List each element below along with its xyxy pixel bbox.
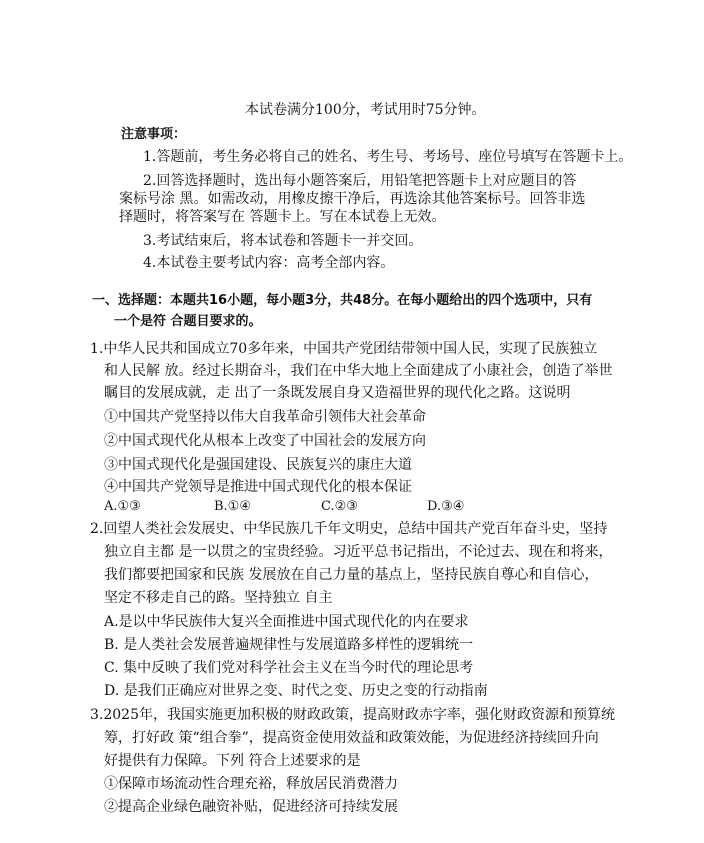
q3-stem: 3.2025年，我国实施更加积极的财政政策，提高财政赤字率，强化财政资源和预算统 bbox=[90, 707, 615, 723]
q2-option-a: A.是以中华民族伟大复兴全面推进中国式现代化的内在要求 bbox=[104, 614, 469, 630]
note-1: 1.答题前，考生务必将自己的姓名、考生号、考场号、座位号填写在答题卡上。 bbox=[143, 149, 633, 165]
q1-stem: 1.中华人民共和国成立70多年来，中国共产党团结带领中国人民，实现了民族独立 bbox=[90, 341, 598, 357]
q1-choice-c: C.②③ bbox=[321, 499, 358, 514]
note-4: 4.本试卷主要考试内容：高考全部内容。 bbox=[143, 255, 395, 271]
q1-choice-a: A.①③ bbox=[104, 499, 141, 514]
q2-stem: 我们都要把国家和民族 发展放在自己力量的基点上，坚持民族自尊心和自信心， bbox=[104, 567, 599, 583]
q1-item: ③中国式现代化是强国建设、民族复兴的康庄大道 bbox=[104, 457, 412, 473]
q2-option-d: D. 是我们正确应对世界之变、时代之变、历史之变的行动指南 bbox=[104, 683, 488, 699]
q2-stem: 坚定不移走自己的路。坚持独立 自主 bbox=[104, 590, 333, 606]
exam-info: 本试卷满分100分，考试用时75分钟。 bbox=[245, 102, 486, 118]
q1-choice-d: D.③④ bbox=[427, 499, 465, 514]
q2-stem: 2.回望人类社会发展史、中华民族几千年文明史，总结中国共产党百年奋斗史，坚持 bbox=[90, 521, 608, 537]
q2-option-c: C. 集中反映了我们党对科学社会主义在当今时代的理论思考 bbox=[104, 660, 474, 676]
q3-item: ①保障市场流动性合理充裕，释放居民消费潜力 bbox=[104, 776, 398, 792]
q1-item: ①中国共产党坚持以伟大自我革命引领伟大社会革命 bbox=[104, 409, 426, 425]
note-2: 2.回答选择题时，选出每小题答案后，用铅笔把答题卡上对应题目的答 bbox=[143, 173, 577, 189]
q3-stem: 筹，打好政 策“组合拳”，提高资金使用效益和政策效能，为促进经济持续回升向 bbox=[104, 730, 599, 746]
section-heading: 一、选择题：本题共16小题，每小题3分，共48分。在每小题给出的四个选项中，只有 bbox=[92, 293, 593, 308]
q2-stem: 独立自主都 是一以贯之的宝贵经验。习近平总书记指出，不论过去、现在和将来， bbox=[104, 544, 613, 560]
q1-item: ④中国共产党领导是推进中国式现代化的根本保证 bbox=[104, 479, 412, 495]
q1-stem: 和人民解 放。经过长期奋斗，我们在中华大地上全面建成了小康社会，创造了举世 bbox=[104, 363, 613, 379]
q1-stem: 瞩目的发展成就，走 出了一条既发展自身又造福世界的现代化之路。这说明 bbox=[104, 385, 571, 401]
q1-item: ②中国式现代化从根本上改变了中国社会的发展方向 bbox=[104, 433, 426, 449]
q3-stem: 好提供有力保障。下列 符合上述要求的是 bbox=[104, 753, 361, 769]
q2-option-b: B. 是人类社会发展普遍规律性与发展道路多样性的逻辑统一 bbox=[104, 637, 474, 653]
notice-title: 注意事项： bbox=[121, 127, 187, 142]
section-heading-cont: 一个是符 合题目要求的。 bbox=[114, 314, 262, 329]
note-3: 3.考试结束后，将本试卷和答题卡一并交回。 bbox=[143, 233, 423, 249]
q1-choices bbox=[0, 498, 704, 516]
note-2-cont: 案标号涂 黑。如需改动，用橡皮擦干净后，再选涂其他答案标号。回答非选 bbox=[119, 191, 586, 207]
note-2-cont: 择题时，将答案写在 答题卡上。写在本试卷上无效。 bbox=[119, 209, 446, 225]
q3-item: ②提高企业绿色融资补贴，促进经济可持续发展 bbox=[104, 799, 398, 815]
q1-choice-b: B.①④ bbox=[214, 499, 251, 514]
